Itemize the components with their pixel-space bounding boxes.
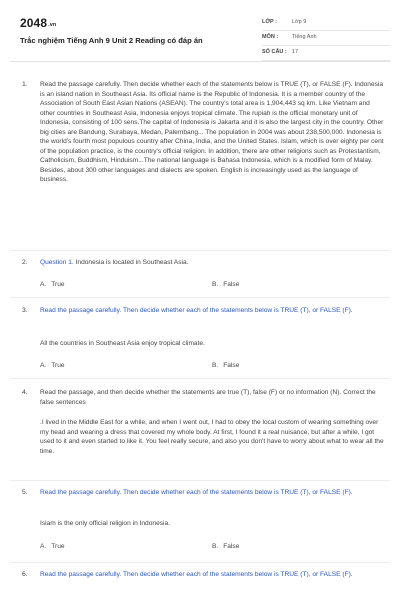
header — [10, 6, 390, 62]
divider — [10, 378, 390, 379]
option-letter: A. — [40, 281, 47, 288]
question-number: 2. — [22, 259, 28, 266]
option-label: False — [223, 281, 240, 288]
question-statement: All the countries in Southeast Asia enjoy tropical climate. — [40, 340, 205, 347]
meta-label: SỐ CÂU : — [262, 49, 287, 55]
page-title: Trắc nghiệm Tiếng Anh 9 Unit 2 Reading có đáp án — [20, 36, 203, 45]
divider — [10, 297, 390, 298]
option-true[interactable] — [40, 280, 65, 290]
meta-row-count — [262, 48, 390, 61]
question-instruction: Read the passage, and then decide whether the statements are true (T), false (F) or no information (N). Correct the false sentences — [40, 389, 376, 406]
meta-value: Lớp 9 — [292, 19, 307, 25]
option-letter: A. — [40, 362, 47, 369]
question-number: 4. — [22, 389, 28, 396]
question-number: 1. — [22, 81, 28, 88]
site-logo[interactable] — [20, 15, 56, 32]
question-prefix: Question 1. — [40, 259, 74, 266]
quiz-meta — [262, 18, 390, 63]
option-true[interactable] — [40, 361, 65, 371]
divider — [10, 250, 390, 251]
option-letter: B. — [212, 362, 219, 369]
question-statement: Islam is the only official religion in Indonesia. — [40, 520, 170, 527]
option-label: False — [223, 362, 240, 369]
logo-suffix: .vn — [48, 22, 57, 28]
question-number: 3. — [22, 307, 28, 314]
option-label: False — [223, 543, 240, 550]
option-letter: B. — [212, 281, 219, 288]
question-instruction: Read the passage carefully. Then decide whether each of the statements below is TRUE (T), or FALSE (F). — [40, 571, 353, 578]
option-letter: A. — [40, 543, 47, 550]
option-label: True — [51, 362, 65, 369]
meta-label: LỚP : — [262, 19, 277, 25]
divider — [10, 562, 390, 563]
divider — [10, 480, 390, 481]
question-text — [40, 258, 386, 268]
question-instruction: Read the passage carefully. Then decide whether each of the statements below is TRUE (T), or FALSE (F). — [40, 489, 353, 496]
option-false[interactable] — [212, 542, 239, 552]
meta-label: MÔN : — [262, 34, 279, 40]
option-true[interactable] — [40, 542, 65, 552]
option-label: True — [51, 543, 65, 550]
option-false[interactable] — [212, 361, 239, 371]
question-number: 6. — [22, 571, 28, 578]
option-false[interactable] — [212, 280, 239, 290]
meta-row-subject — [262, 33, 390, 46]
reading-passage: Read the passage carefully. Then decide whether each of the statements below is TRUE (T), or FALSE (F). Indonesia is an island nation in Southeast Asia. Its official name is the Republic of Indonesia. It is a member country of the Association of South East Asian Nations (ASEAN). The country's total area is 1,904,443 sq km. Like Vietnam and other countries in Southeast Asia, Indonesia enjoys tropical climate. The rupiah is the official monetary unit of Indonesia, consisting of 100 sens.The capital of Indonesia is Jakarta and it is also the largest city in the country. Other big cities are Bandung, Surabaya, Medan, Palembang... The population in 2004 was about 238,500,000. Indonesia is the world's fourth most populous country after China, India, and the United States. Islam, which is over eighty per cent of the population practice, is the country's official religion. In addition, there are other religions such as Protestantism, Catholicism, Buddhism, Hinduism...The national language is Bahasa Indonesia, which is a modified form of Malay. Besides, about 300 other languages and dialects are spoken. English is increasingly used as the language of business. — [40, 81, 384, 184]
option-letter: B. — [212, 543, 219, 550]
logo-text: 2048 — [20, 16, 48, 30]
question-instruction: Read the passage carefully. Then decide whether each of the statements below is TRUE (T), or FALSE (F). — [40, 307, 353, 314]
question-statement: .I lived in the Middle East for a while, and when I went out, I had to obey the local custom of wearing something over my head and wearing a dress that covered my whole body. At first, I found it a real nuisance, but after a while, I got used to it and even started to like it. You feel really secure, and also you don't have to worry about what to wear all the time. — [40, 419, 384, 455]
question-body: Indonesia is located in Southeast Asia. — [73, 259, 189, 266]
meta-value: Tiếng Anh — [292, 34, 317, 40]
question-number: 5. — [22, 489, 28, 496]
option-label: True — [51, 281, 65, 288]
meta-row-grade — [262, 18, 390, 31]
meta-value: 17 — [292, 49, 299, 55]
